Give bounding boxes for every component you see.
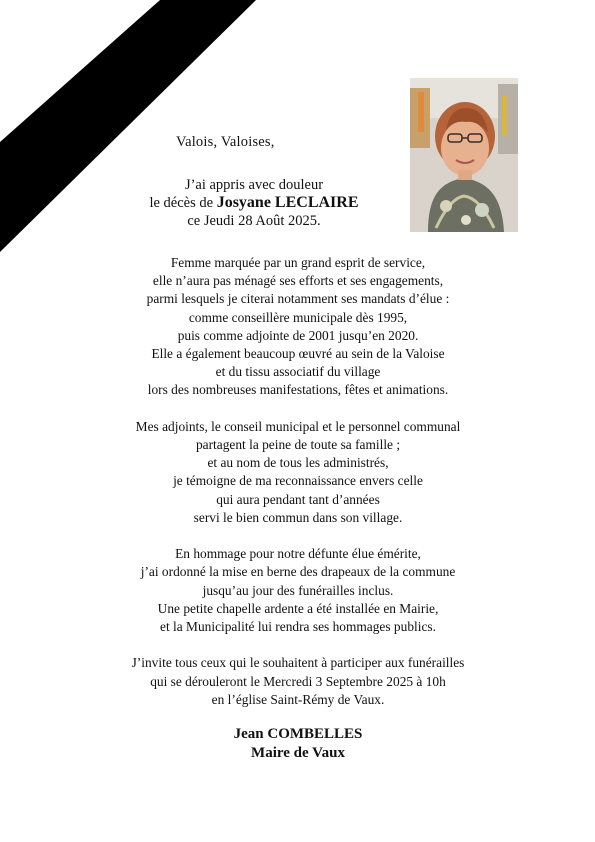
text-line: parmi lesquels je citerai notamment ses mandats d’élue : [146,291,450,307]
greeting: Valois, Valoises, [176,134,275,150]
tribute-body [60,254,536,727]
text-line: elle n’aura pas ménagé ses efforts et ses engagements, [152,273,444,289]
death-announcement [104,176,404,230]
text-line: En hommage pour notre défunte élue émérite, [175,546,421,562]
paragraph-tribute [60,545,536,636]
mayor-name: Jean COMBELLES [233,726,363,742]
text-line: Une petite chapelle ardente a été installée en Mairie, [157,600,439,616]
mayor-title: Maire de Vaux [251,745,345,761]
text-line: Mes adjoints, le conseil municipal et le personnel communal [135,418,461,434]
text-line: et la Municipalité lui rendra ses hommages publics. [160,619,436,635]
text-line: comme conseillère municipale dès 1995, [188,309,408,325]
text-line: puis comme adjointe de 2001 jusqu’en 2020. [177,327,419,343]
text-line: J’invite tous ceux qui le souhaitent à participer aux funérailles [131,655,465,671]
text-line: en l’église Saint-Rémy de Vaux. [211,691,385,707]
deceased-name: Josyane LECLAIRE [216,194,359,211]
text-line: Femme marquée par un grand esprit de service, [170,255,426,270]
portrait-photo [410,78,518,232]
text-line: jusqu’au jour des funérailles inclus. [202,582,394,598]
paragraph-funeral [60,654,536,709]
signature-block [148,725,448,763]
text-line: et au nom de tous les administrés, [207,455,389,471]
paragraph-condolences [60,418,536,527]
announcement-date: ce Jeudi 28 Août 2025. [187,213,321,229]
text-line: partagent la peine de toute sa famille ; [195,437,401,453]
text-line: qui aura pendant tant d’années [216,491,380,507]
paragraph-service [60,254,536,400]
text-line: servi le bien commun dans son village. [193,509,403,525]
announcement-prefix: le décès de [149,195,214,211]
announcement-line-2 [104,194,404,212]
text-line: qui se dérouleront le Mercredi 3 Septembre 2025 à 10h [150,673,446,689]
announcement-line-1: J’ai appris avec douleur [184,177,324,193]
text-line: et du tissu associatif du village [215,364,381,380]
text-line: lors des nombreuses manifestations, fêtes et animations. [147,382,449,398]
text-line: Elle a également beaucoup œuvré au sein de la Valoise [151,346,445,362]
text-line: j’ai ordonné la mise en berne des drapeaux de la commune [140,564,456,580]
text-line: je témoigne de ma reconnaissance envers celle [173,473,423,489]
